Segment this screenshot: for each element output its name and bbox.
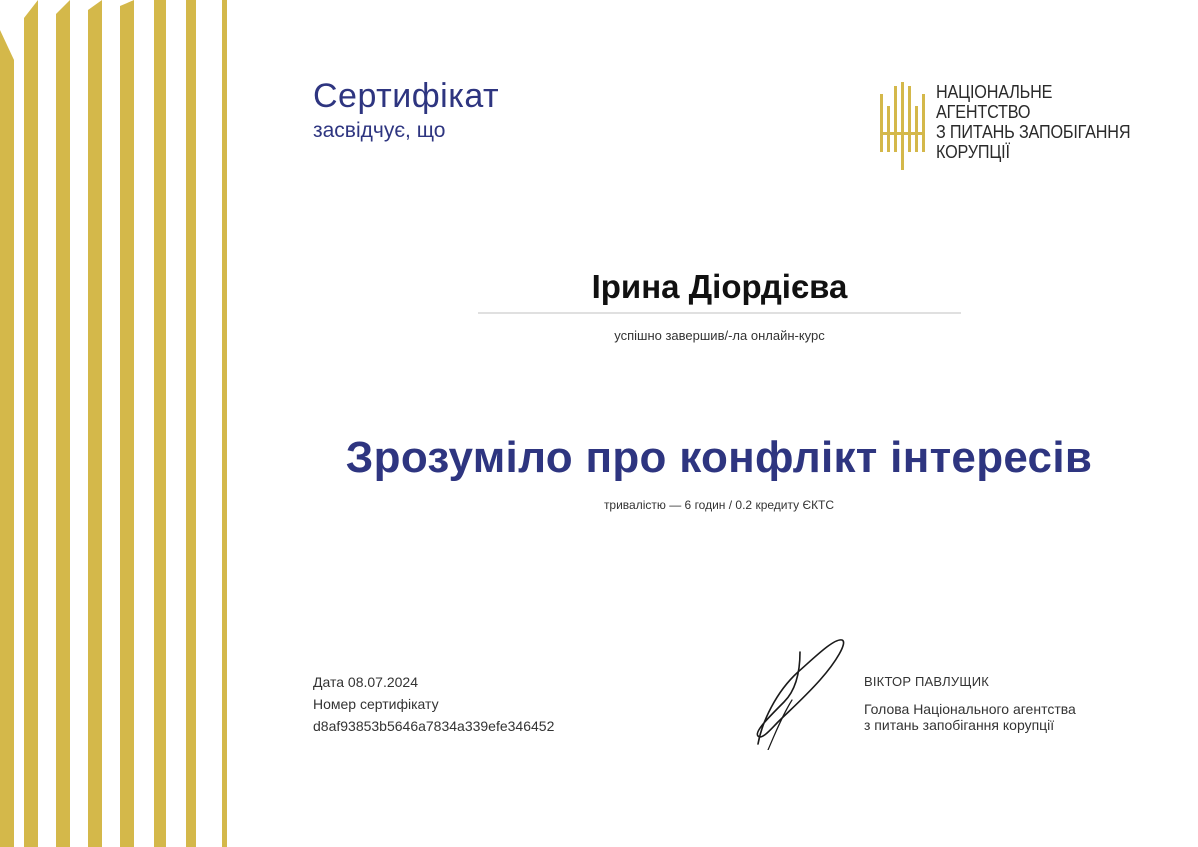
certificate-number: d8af93853b5646a7834a339efe346452 [313, 718, 555, 734]
number-label: Номер сертифікату [313, 696, 439, 712]
nazk-logo [878, 82, 1166, 172]
signer-role-line-1: Голова Національного агентства [864, 701, 1076, 717]
recipient-name: Ірина Діордієва [591, 268, 848, 305]
signature-image [748, 632, 848, 750]
date-label: Дата [313, 674, 345, 690]
completion-text: успішно завершив/-ла онлайн-курс [614, 328, 825, 343]
signer-role-line-2: з питань запобігання корупції [864, 717, 1055, 733]
certificate-title: Сертифікат [313, 77, 500, 115]
logo-line-2: З ПИТАНЬ ЗАПОБІГАННЯ [936, 122, 1131, 142]
signer-name: ВІКТОР ПАВЛУЩИК [864, 674, 990, 689]
signer-role [864, 701, 1124, 733]
certificate-subtitle: засвідчує, що [313, 119, 446, 143]
date-value: 08.07.2024 [347, 674, 418, 690]
nazk-logo-text [936, 82, 1143, 162]
gold-stripes-decoration [0, 0, 240, 847]
nazk-logo-icon [878, 82, 928, 172]
course-duration: тривалістю — 6 годин / 0.2 кредиту ЄКТС [603, 498, 835, 512]
course-title: Зрозуміло про конфлікт інтересів [345, 433, 1093, 482]
logo-line-1: НАЦІОНАЛЬНЕ АГЕНТСТВО [936, 82, 1053, 122]
certificate-meta [313, 672, 554, 738]
certificate-heading [313, 78, 499, 143]
name-underline [478, 312, 961, 314]
signer-block [864, 674, 1124, 733]
date-row [313, 672, 554, 692]
logo-line-3: КОРУПЦІЇ [936, 142, 1010, 162]
